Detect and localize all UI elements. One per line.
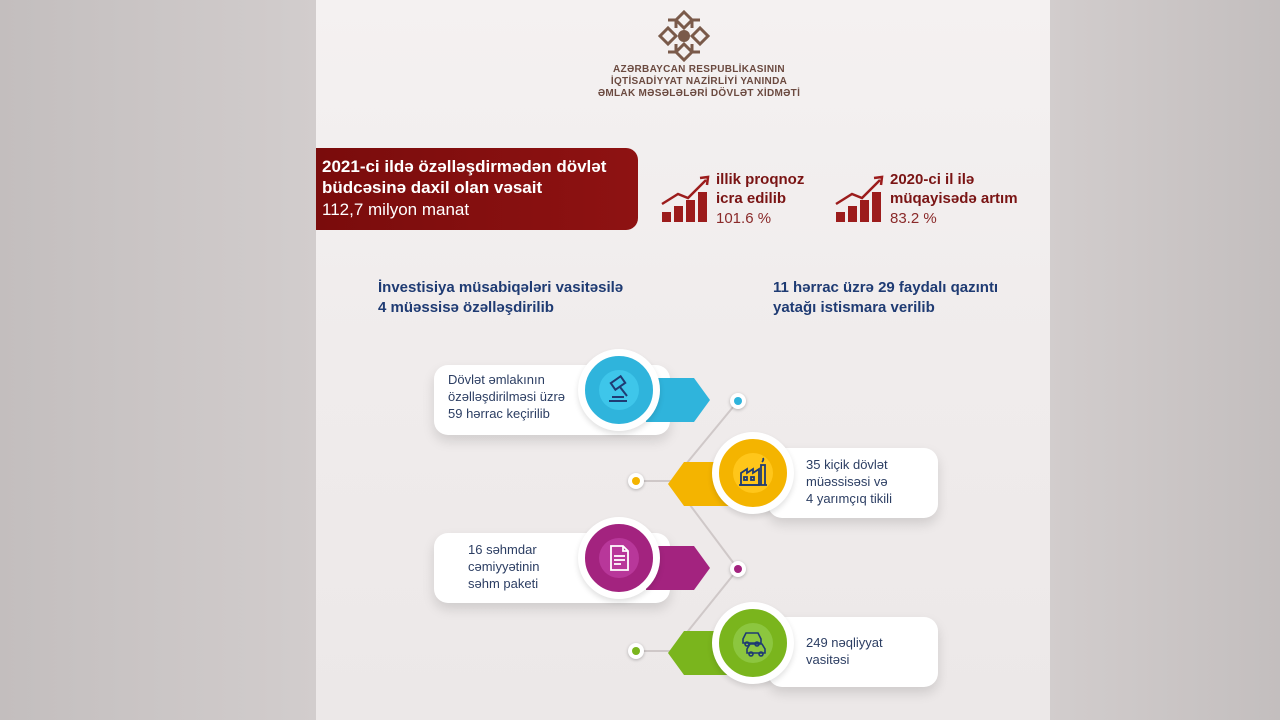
item-auctions-line-2: özəlləşdirilməsi üzrə <box>448 389 566 404</box>
stat-growth-value: 83.2 % <box>890 210 937 227</box>
item-enterprises-text <box>806 456 892 507</box>
org-line-3: ƏMLAK MƏSƏLƏLƏRİ DÖVLƏT XİDMƏTİ <box>597 88 801 99</box>
stat-growth-label-1: 2020-ci il ilə <box>890 171 975 188</box>
stat-forecast-label-2: icra edilib <box>716 190 787 207</box>
item-shares-line-2: cəmiyyətinin <box>468 559 540 574</box>
heading-investment-line-1: İnvestisiya müsabiqələri vasitəsilə <box>378 279 624 296</box>
right-backdrop <box>1050 0 1280 720</box>
item-shares-line-3: səhm paketi <box>468 576 539 591</box>
stat-forecast-label-1: illik proqnoz <box>716 171 805 188</box>
org-line-2: İQTİSADİYYAT NAZİRLİYİ YANINDA <box>610 76 788 87</box>
infographic-poster <box>316 0 1050 720</box>
document-icon <box>603 542 635 574</box>
item-vehicles-line-2: vasitəsi <box>806 652 850 667</box>
gavel-icon <box>603 374 635 406</box>
factory-icon <box>737 457 769 489</box>
item-enterprises-line-3: 4 yarımçıq tikili <box>806 491 892 506</box>
budget-title-line-1: 2021-ci ildə özəlləşdirmədən dövlət <box>322 157 607 176</box>
item-auctions-line-1: Dövlət əmlakının <box>448 372 545 387</box>
item-vehicles-dot <box>628 643 644 659</box>
item-enterprises-line-1: 35 kiçik dövlət <box>806 457 888 472</box>
left-backdrop <box>0 0 316 720</box>
item-auctions-line-3: 59 hərrac keçirilib <box>448 406 550 421</box>
budget-title-line-2: büdcəsinə daxil olan vəsait <box>322 178 543 197</box>
item-auctions-dot <box>730 393 746 409</box>
item-auctions-text <box>448 371 565 422</box>
heading-investment-line-2: 4 müəssisə özəlləşdirilib <box>378 299 554 316</box>
item-shares-dot <box>730 561 746 577</box>
stat-growth-label-2: müqayisədə artım <box>890 190 1018 207</box>
org-line-1: AZƏRBAYCAN RESPUBLİKASININ <box>613 64 785 75</box>
item-enterprises-dot <box>628 473 644 489</box>
item-shares-line-1: 16 səhmdar <box>468 542 537 557</box>
item-vehicles-line-1: 249 nəqliyyat <box>806 635 883 650</box>
item-enterprises-line-2: müəssisəsi və <box>806 474 888 489</box>
heading-mining-line-2: yatağı istismara verilib <box>773 299 935 316</box>
heading-mining-line-1: 11 hərrac üzrə 29 faydalı qazıntı <box>773 279 999 296</box>
vehicles-icon <box>737 627 769 659</box>
item-vehicles-text <box>806 634 883 668</box>
timeline-connectors <box>316 0 1050 720</box>
stat-forecast-value: 101.6 % <box>716 210 772 227</box>
item-shares-text <box>468 541 540 592</box>
budget-value: 112,7 milyon manat <box>322 200 470 219</box>
